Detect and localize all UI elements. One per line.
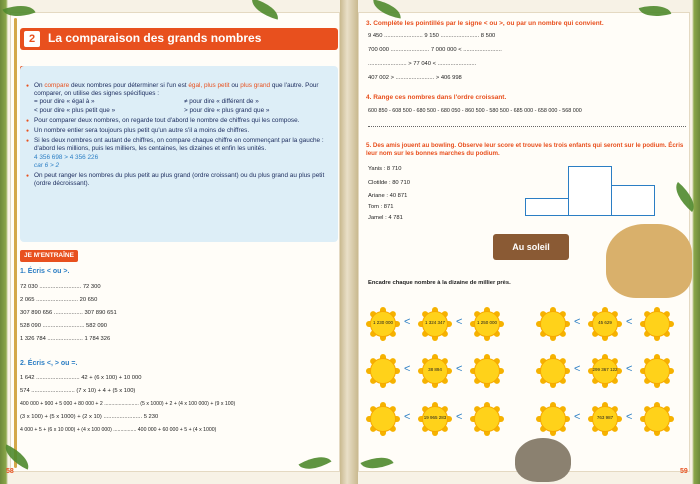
sun-number: 763 987 [588, 402, 622, 436]
sun-bound[interactable] [366, 354, 400, 388]
less-than-sign: < [626, 363, 633, 375]
player-score: Jamel : 4 781 [368, 215, 403, 221]
rule-example: 4 356 698 > 4 356 226 [34, 153, 99, 161]
rule-ordering: ● On peut ranger les nombres du plus petit au plus grand (ordre croissant) ou du plus grand au plus petit (ordre décroissant). [26, 172, 334, 188]
question-4-title: 4. Range ces nombres dans l'ordre croissant. [366, 94, 507, 101]
question-4-numbers: 600 850 - 608 500 - 680 500 - 680 050 - 860 500 - 580 500 - 685 000 - 658 000 - 568 000 [368, 108, 582, 114]
sun-bound[interactable]: 1 230 000 [366, 307, 400, 341]
left-page-number: 58 [6, 468, 14, 475]
less-than-sign: < [574, 316, 581, 328]
rule-compare: ● On compare deux nombres pour déterminer si l'un est égal, plus petit ou plus grand que l'autre. Pour comparer, on utilise des signes spécifiques : = pour dire « égal à » ≠ pour dire « différent de » < pour dire « plus petit que » > pour dire « plus grand que » [26, 82, 334, 115]
eagle-owl-illustration [515, 438, 571, 482]
sign-greater: > pour dire « plus grand que » [184, 106, 270, 114]
exercise-2-line[interactable]: 400 000 + 900 + 5 000 + 80 000 + 2 ........................ (5 x 1000) + 2 + (4 x 100 000) + (9 x 100) [20, 401, 236, 407]
less-than-sign: < [626, 411, 633, 423]
less-than-sign: < [404, 411, 411, 423]
sun-number: 1 324 347 [418, 307, 452, 341]
sun-bound[interactable] [536, 307, 570, 341]
less-than-sign: < [456, 363, 463, 375]
player-score: Tom : 871 [368, 204, 394, 210]
sun-bound[interactable] [640, 307, 674, 341]
sign-different: ≠ pour dire « différent de » [184, 98, 259, 106]
exercise-2-line[interactable]: 4 000 + 5 + (6 x 10 000) + (4 x 100 000) ................ 400 000 + 60 000 + 5 + (4 x 1000) [20, 427, 217, 433]
podium-step-third[interactable] [611, 185, 655, 216]
less-than-sign: < [626, 316, 633, 328]
exercise-1-title: 1. Écris < ou >. [20, 268, 70, 275]
player-score: Yanis : 8 710 [368, 166, 402, 172]
rule-digits-count: ● Pour comparer deux nombres, on regarde tout d'abord le nombre de chiffres qui les compose. [26, 117, 334, 125]
exercise-1-line[interactable]: 307 890 656 .................. 307 890 651 [20, 310, 117, 316]
question-3-line[interactable]: ........................ > 77 040 < ........................ [368, 61, 477, 67]
question-5-title: 5. Des amis jouent au bowling. Observe leur score et trouve les trois enfants qui seront sur le podium. Écris leur nom sur les bonnes marches du podium. [366, 142, 684, 157]
less-than-sign: < [456, 316, 463, 328]
je-retiens-list [26, 82, 334, 190]
sign-equal: = pour dire « égal à » [34, 98, 95, 106]
exercise-2-line[interactable]: (3 x 100) + (5 x 1000) + (2 x 10) ........................ 5 230 [20, 414, 159, 420]
question-4-answer-line[interactable] [368, 126, 686, 127]
sun-number: 299 367 122 [588, 354, 622, 388]
sun-bound[interactable] [536, 354, 570, 388]
question-3-title: 3. Complète les pointillés par le signe < ou >, ou par un nombre qui convient. [366, 20, 604, 27]
sun-bound[interactable] [640, 402, 674, 436]
player-score: Clotilde : 80 710 [368, 180, 410, 186]
exercise-1-line[interactable]: 72 030 .......................... 72 300 [20, 284, 101, 290]
player-score: Ariane : 40 871 [368, 193, 408, 199]
au-soleil-sign: Au soleil [493, 234, 569, 260]
less-than-sign: < [404, 316, 411, 328]
sun-number: 19 965 283 [418, 402, 452, 436]
podium-step-first[interactable] [568, 166, 612, 216]
less-than-sign: < [404, 363, 411, 375]
sun-bound[interactable] [536, 402, 570, 436]
sun-number: 45 629 [588, 307, 622, 341]
exercise-2-title: 2. Écris <, > ou =. [20, 360, 78, 367]
sun-bound[interactable] [470, 402, 504, 436]
exercise-2-line[interactable]: 574 ........................... (7 x 10) + 4 + (5 x 100) [20, 388, 136, 394]
exercise-1-line[interactable]: 528 090 .......................... 582 090 [20, 323, 108, 329]
left-bamboo-frame [14, 18, 17, 468]
rule-example-reason: car 6 > 2 [34, 161, 60, 169]
podium-step-second[interactable] [525, 198, 569, 216]
right-page-number: 59 [680, 468, 688, 475]
sign-less: < pour dire « plus petit que » [34, 106, 116, 114]
exercise-1-line[interactable]: 2 065 .......................... 20 650 [20, 297, 98, 303]
sun-number: 38 894 [418, 354, 452, 388]
less-than-sign: < [456, 411, 463, 423]
sun-bound[interactable] [640, 354, 674, 388]
encadre-title: Encadre chaque nombre à la dizaine de millier près. [368, 280, 511, 286]
book-gutter [340, 0, 358, 484]
sun-bound[interactable]: 1 250 000 [470, 307, 504, 341]
exercise-1-line[interactable]: 1 326 784 ...................... 1 784 326 [20, 336, 111, 342]
je-m-entraine-tag: JE M'ENTRAÎNE [20, 250, 78, 262]
rule-same-digits: ● Si les deux nombres ont autant de chiffres, on compare chaque chiffre en commençant par la gauche : d'abord les millions, puis les milliers, les centaines, les dizaines et enfin les unités. 4 356 698 > 4 356 226 car 6 > 2 [26, 137, 334, 170]
lioness-illustration [606, 224, 692, 298]
lesson-number: 2 [24, 31, 40, 47]
less-than-sign: < [574, 363, 581, 375]
sun-bound[interactable] [366, 402, 400, 436]
rule-fewer-digits: ● Un nombre entier sera toujours plus petit qu'un autre s'il a moins de chiffres. [26, 127, 334, 135]
lesson-title: La comparaison des grands nombres [48, 31, 262, 45]
question-3-line[interactable]: 9 450 ........................ 9 150 ........................ 8 500 [368, 33, 496, 39]
less-than-sign: < [574, 411, 581, 423]
sun-bound[interactable] [470, 354, 504, 388]
lesson-header [20, 28, 338, 50]
question-3-line[interactable]: 700 000 ........................ 7 000 000 < ........................ [368, 47, 502, 53]
question-3-line[interactable]: 407 002 > ........................ > 406 998 [368, 75, 462, 81]
exercise-2-line[interactable]: 1 642 ........................... 42 + (6 x 100) + 10 000 [20, 375, 142, 381]
